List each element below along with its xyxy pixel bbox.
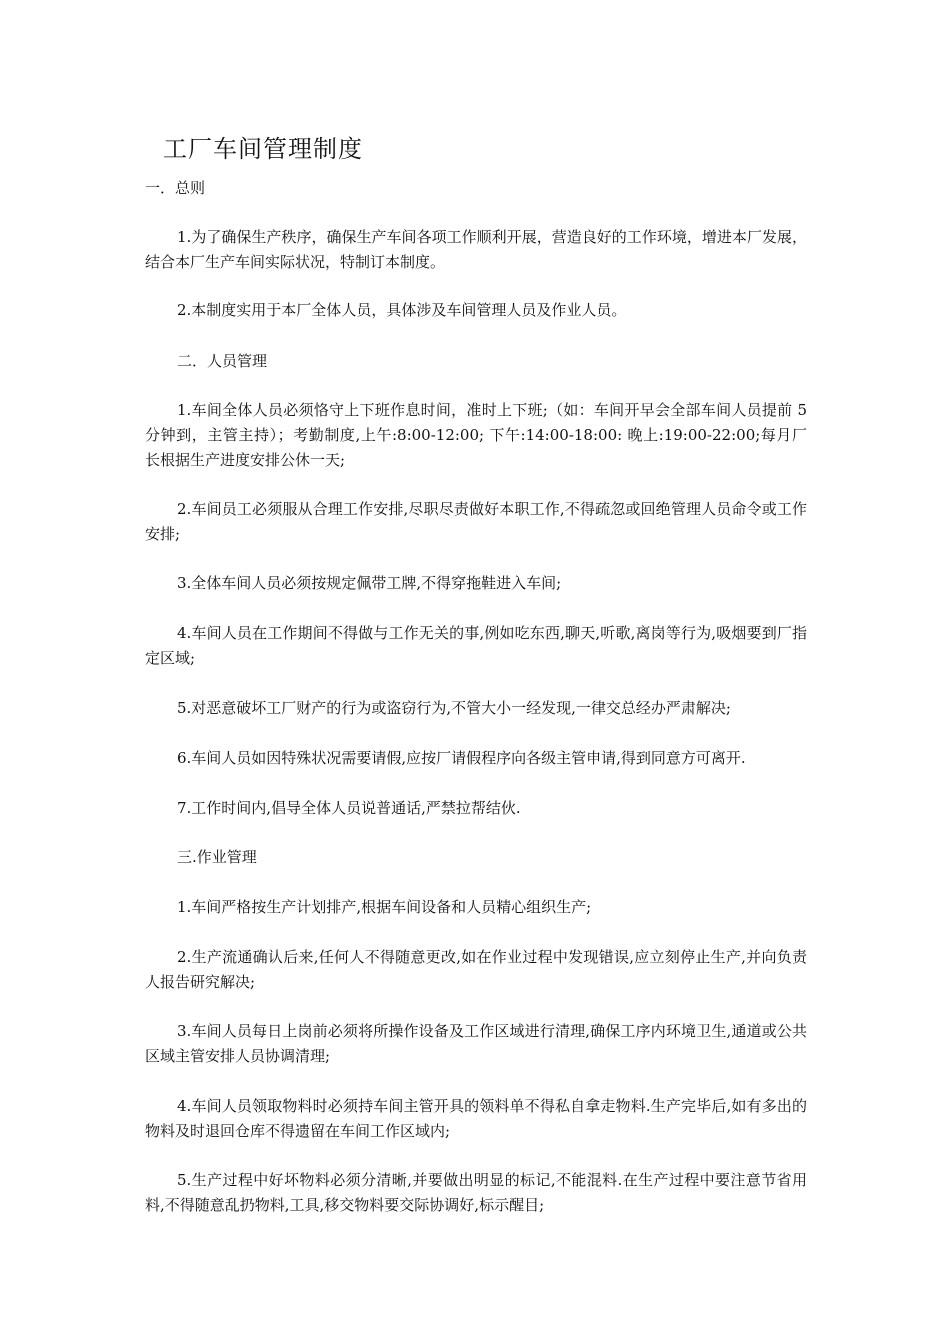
document-title: 工厂车间管理制度: [163, 135, 363, 163]
paragraph: 7.工作时间内,倡导全体人员说普通话,严禁拉帮结伙.: [177, 799, 521, 817]
paragraph: 2.生产流通确认后来,任何人不得随意更改,如在作业过程中发现错误,应立刻停止生产,并向负责人报告研究解决;: [145, 948, 807, 991]
paragraph: 3.全体车间人员必须按规定佩带工牌,不得穿拖鞋进入车间;: [177, 574, 562, 592]
section-heading-operations: 三.作业管理: [177, 848, 257, 866]
paragraph: 2.本制度实用于本厂全体人员，具体涉及车间管理人员及作业人员。: [177, 301, 627, 319]
paragraph: 1.车间严格按生产计划排产,根据车间设备和人员精心组织生产;: [177, 898, 592, 916]
section-heading-general: 一．总则: [145, 179, 206, 197]
paragraph: 5.对恶意破坏工厂财产的行为或盗窃行为,不管大小一经发现,一律交总经办严肃解决;: [177, 699, 731, 717]
paragraph: 4.车间人员在工作期间不得做与工作无关的事,例如吃东西,聊天,听歌,离岗等行为,吸烟要到厂指定区域;: [145, 624, 807, 667]
paragraph: 3.车间人员每日上岗前必须将所操作设备及工作区域进行清理,确保工序内环境卫生,通道或公共区域主管安排人员协调清理;: [145, 1022, 807, 1065]
paragraph: 5.生产过程中好坏物料必须分清晰,并要做出明显的标记,不能混料.在生产过程中要注意节省用料,不得随意乱扔物料,工具,移交物料要交际协调好,标示醒目;: [145, 1171, 807, 1214]
section-heading-personnel: 二．人员管理: [177, 352, 268, 370]
paragraph: 1.为了确保生产秩序，确保生产车间各项工作顺利开展，营造良好的工作环境，增进本厂发展，结合本厂生产车间实际状况，特制订本制度。: [145, 228, 807, 271]
paragraph: 1.车间全体人员必须恪守上下班作息时间，准时上下班;（如：车间开早会全部车间人员提前 5 分钟到，主管主持）；考勤制度,上午:8:00-12:00; 下午:14:00-18:00: 晚上:19:00-22:00;每月厂长根据生产进度安排公休一天;: [145, 401, 807, 469]
paragraph: 2.车间员工必须服从合理工作安排,尽职尽责做好本职工作,不得疏忽或回绝管理人员命令或工作安排;: [145, 500, 807, 543]
paragraph: 4.车间人员领取物料时必须持车间主管开具的领料单不得私自拿走物料.生产完毕后,如有多出的物料及时退回仓库不得遗留在车间工作区域内;: [145, 1097, 807, 1140]
paragraph: 6.车间人员如因特殊状况需要请假,应按厂请假程序向各级主管申请,得到同意方可离开.: [177, 749, 746, 767]
